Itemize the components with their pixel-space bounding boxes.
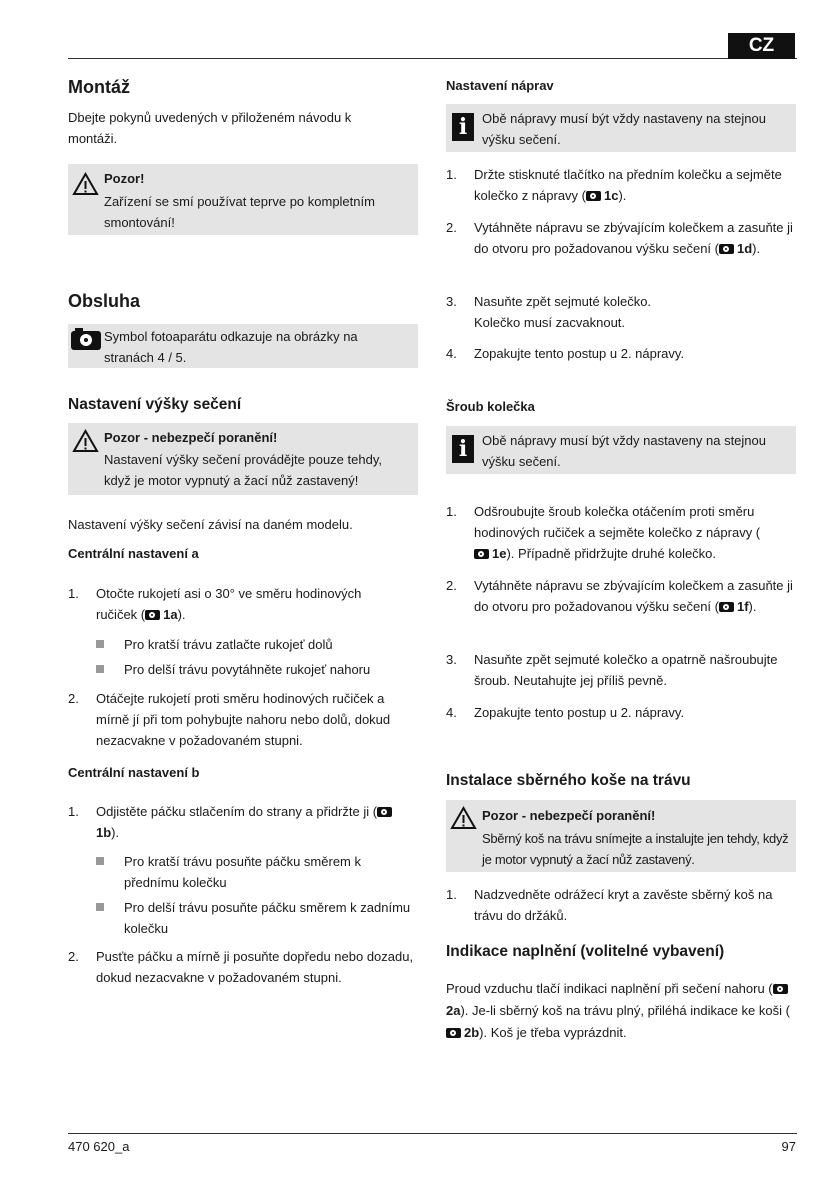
camera-icon [586, 191, 601, 201]
central-b-heading: Centrální nastavení b [68, 765, 200, 780]
montaz-text: Dbejte pokynů uvedených v přiloženém návodu k montáži. [68, 110, 352, 146]
camera-icon [377, 807, 392, 817]
camera-icon [446, 1028, 461, 1038]
header-rule [68, 58, 797, 59]
page-number: 97 [781, 1139, 796, 1154]
warning-icon [72, 172, 99, 196]
bullet-square-icon [96, 903, 104, 911]
pozor-title: Pozor - nebezpečí poranění! [104, 430, 278, 445]
warning-icon [72, 429, 99, 453]
warning-icon [450, 806, 477, 830]
pozor-box-3 [446, 800, 796, 872]
camera-note-box [68, 324, 418, 368]
indikace-heading: Indikace naplnění (volitelné vybavení) [446, 943, 725, 960]
kos-heading: Instalace sběrného koše na trávu [446, 772, 691, 789]
pozor-text: Sběrný koš na trávu snímejte a instalujte jen tehdy, když je motor vypnutý a žací nůž zastavený. [482, 831, 789, 867]
camera-icon [145, 610, 160, 620]
camera-icon [719, 602, 734, 612]
pozor-text: Nastavení výšky sečení provádějte pouze tehdy, když je motor vypnutý a žací nůž zastavený! [104, 452, 382, 488]
info-icon: i [452, 113, 474, 141]
camera-icon [773, 984, 788, 994]
language-badge: CZ [728, 33, 795, 59]
montaz-heading: Montáž [68, 77, 130, 97]
bullet-square-icon [96, 665, 104, 673]
pozor-title: Pozor! [104, 171, 145, 186]
pozor-text: Zařízení se smí používat teprve po kompletním smontování! [104, 194, 375, 230]
info-box-1 [446, 104, 796, 152]
naprav-heading: Nastavení náprav [446, 78, 554, 93]
info-icon: i [452, 435, 474, 463]
central-a-heading: Centrální nastavení a [68, 546, 199, 561]
vyska-heading: Nastavení výšky sečení [68, 396, 242, 413]
pozor-title: Pozor - nebezpečí poranění! [482, 808, 656, 823]
bullet-square-icon [96, 640, 104, 648]
indikace-text: Proud vzduchu tlačí indikaci naplnění při sečení nahoru (2a). Je-li sběrný koš na trávu plný, přiléhá indikace ke koši (2b). Koš je třeba vyprázdnit. [446, 981, 790, 1040]
footer-rule [68, 1133, 797, 1134]
camera-icon [719, 244, 734, 254]
camera-icon [71, 331, 101, 350]
pozor-box-1 [68, 164, 418, 235]
pozor-box-2 [68, 423, 418, 495]
zavisi-text: Nastavení výšky sečení závisí na daném modelu. [68, 517, 353, 532]
info-text: Obě nápravy musí být vždy nastaveny na stejnou výšku sečení. [482, 433, 766, 469]
sroub-heading: Šroub kolečka [446, 399, 535, 414]
obsluha-heading: Obsluha [68, 291, 141, 311]
info-text: Obě nápravy musí být vždy nastaveny na stejnou výšku sečení. [482, 111, 766, 147]
bullet-square-icon [96, 857, 104, 865]
info-box-2 [446, 426, 796, 474]
camera-icon [474, 549, 489, 559]
camera-note-text: Symbol fotoaparátu odkazuje na obrázky na stranách 4 / 5. [104, 329, 358, 365]
document-code: 470 620_a [68, 1139, 130, 1154]
